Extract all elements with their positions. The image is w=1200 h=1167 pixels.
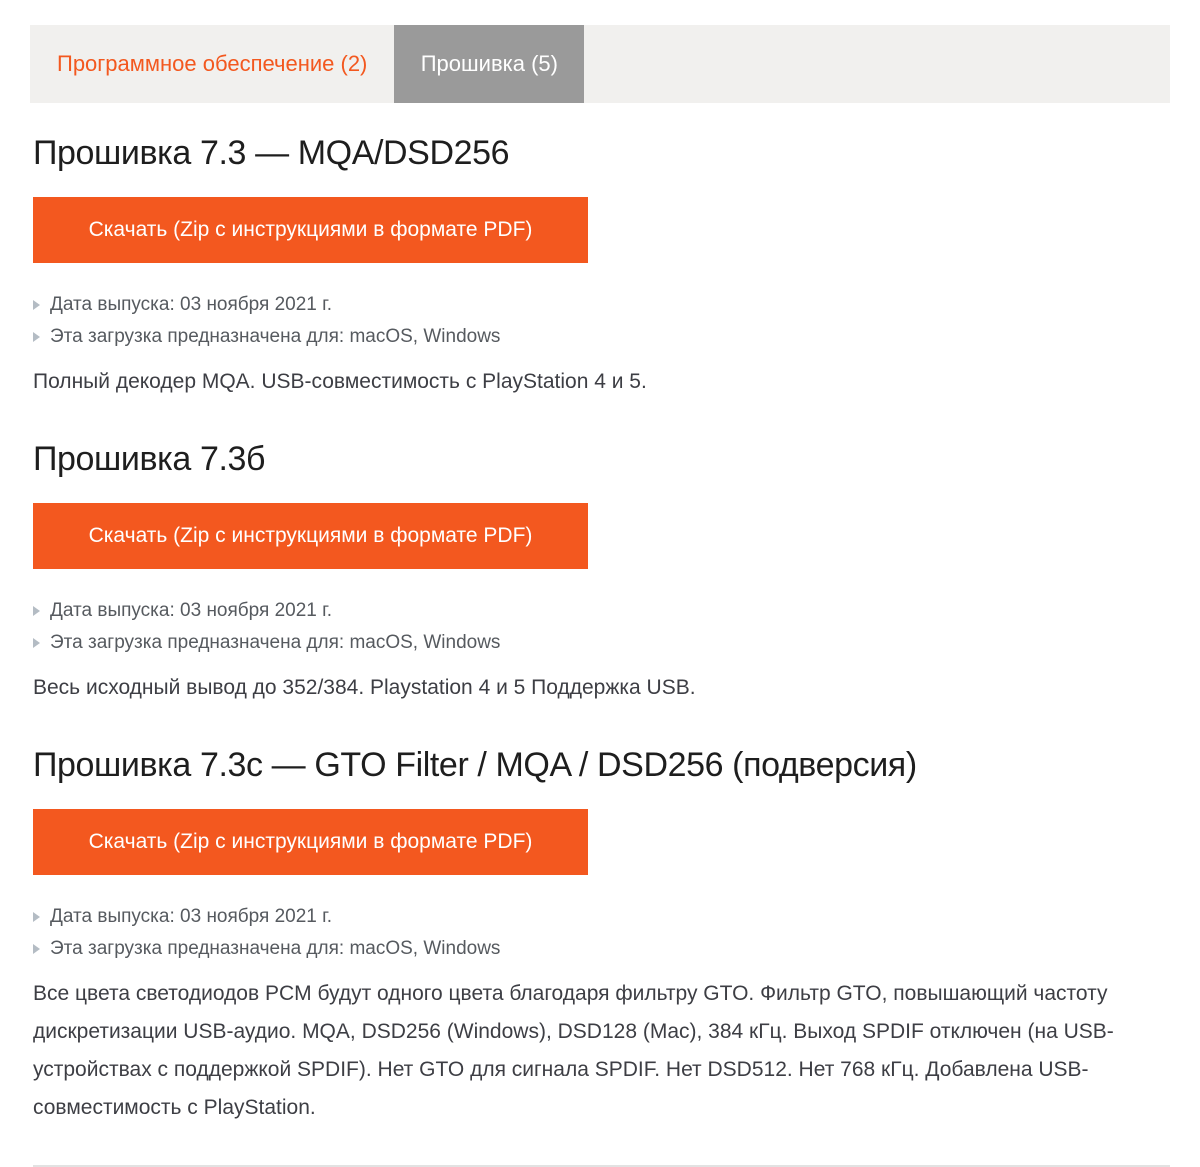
triangle-bullet-icon <box>33 332 40 342</box>
meta-text: Дата выпуска: 03 ноября 2021 г. <box>50 600 333 621</box>
meta-text: Эта загрузка предназначена для: macOS, Windows <box>50 938 501 959</box>
meta-text: Дата выпуска: 03 ноября 2021 г. <box>50 906 333 927</box>
meta-text: Эта загрузка предназначена для: macOS, Windows <box>50 326 501 347</box>
meta-text: Дата выпуска: 03 ноября 2021 г. <box>50 294 333 315</box>
meta-item-release-date <box>33 289 1170 321</box>
triangle-bullet-icon <box>33 944 40 954</box>
meta-list <box>33 901 1170 965</box>
section-description: Весь исходный вывод до 352/384. Playstation 4 и 5 Поддержка USB. <box>33 676 696 699</box>
section-title: Прошивка 7.3 — MQA/DSD256 <box>33 134 510 172</box>
meta-list <box>33 289 1170 353</box>
meta-list <box>33 595 1170 659</box>
meta-item-platforms <box>33 933 1170 965</box>
triangle-bullet-icon <box>33 912 40 922</box>
meta-item-release-date <box>33 595 1170 627</box>
triangle-bullet-icon <box>33 638 40 648</box>
firmware-section-7-3 <box>33 133 1170 401</box>
downloads-tabbar <box>30 25 1170 103</box>
meta-item-platforms <box>33 627 1170 659</box>
section-title: Прошивка 7.3б <box>33 440 266 478</box>
section-description: Полный декодер MQA. USB-совместимость с PlayStation 4 и 5. <box>33 370 647 393</box>
firmware-list <box>30 133 1170 1167</box>
tab-firmware[interactable]: Прошивка (5) <box>394 25 584 103</box>
section-description: Все цвета светодиодов PCM будут одного цвета благодаря фильтру GTO. Фильтр GTO, повышающий частоту дискретизации USB-аудио. MQA, DSD256 (Windows), DSD128 (Mac), 384 кГц. Выход SPDIF отключен (на USB-устройствах с поддержкой SPDIF). Нет GTO для сигнала SPDIF. Нет DSD512. Нет 768 кГц. Добавлена USB-совместимость с PlayStation. <box>33 982 1114 1119</box>
meta-item-release-date <box>33 901 1170 933</box>
section-title: Прошивка 7.3c — GTO Filter / MQA / DSD256 (подверсия) <box>33 746 917 784</box>
triangle-bullet-icon <box>33 300 40 310</box>
triangle-bullet-icon <box>33 606 40 616</box>
firmware-section-7-3b <box>33 439 1170 707</box>
download-button[interactable]: Скачать (Zip с инструкциями в формате PDF) <box>33 503 588 569</box>
download-button[interactable]: Скачать (Zip с инструкциями в формате PDF) <box>33 197 588 263</box>
firmware-section-7-3c <box>33 745 1170 1127</box>
meta-item-platforms <box>33 321 1170 353</box>
meta-text: Эта загрузка предназначена для: macOS, Windows <box>50 632 501 653</box>
tab-software[interactable]: Программное обеспечение (2) <box>57 51 368 76</box>
download-button[interactable]: Скачать (Zip с инструкциями в формате PDF) <box>33 809 588 875</box>
